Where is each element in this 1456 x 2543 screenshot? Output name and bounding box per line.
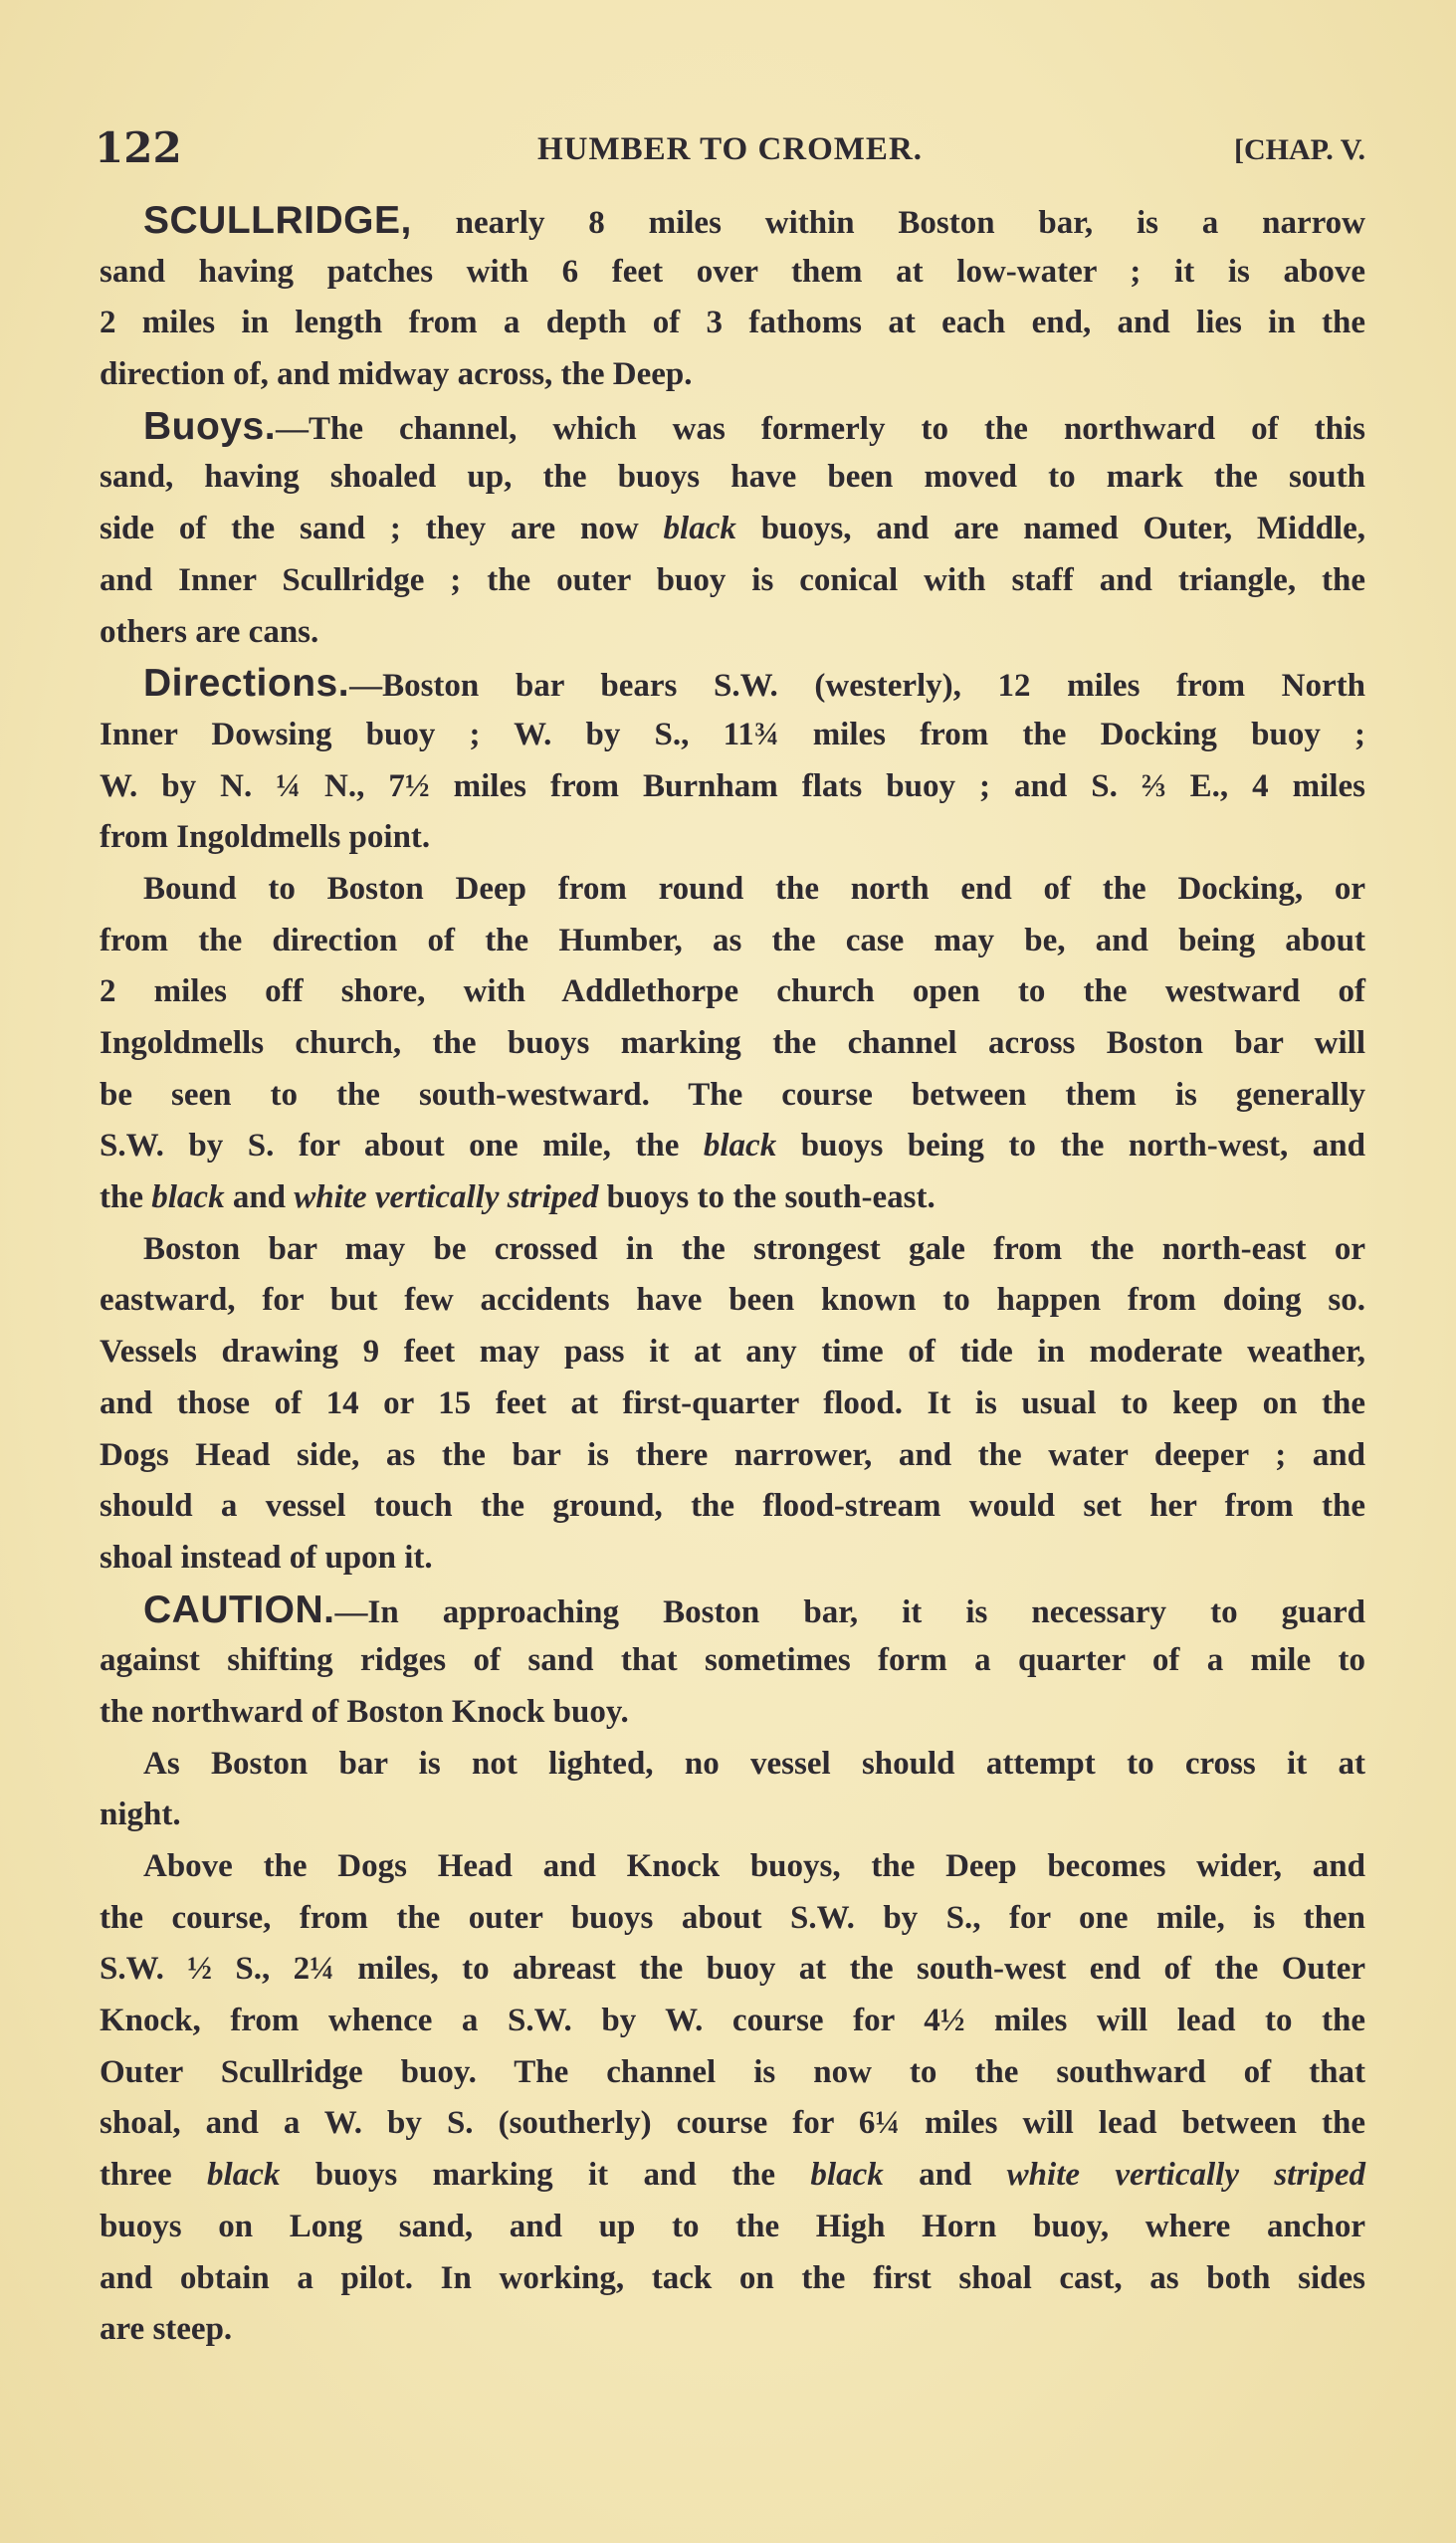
italic-text: white vertically striped [294, 1179, 599, 1216]
body-text: buoys on Long sand, and up to the High Horn buoy, where anchor [100, 2208, 1365, 2244]
italic-text: black [703, 1128, 777, 1165]
italic-text: white vertically striped [1006, 2157, 1365, 2194]
body-text: —Boston bar bears S.W. (westerly), 12 miles from North [349, 668, 1365, 705]
body-text: buoys marking it and the [280, 2157, 811, 2194]
italic-text: black [207, 2157, 281, 2194]
text-line [100, 1378, 1365, 1430]
text-line [100, 658, 1365, 710]
text-line [100, 2202, 1365, 2253]
text-line [100, 761, 1365, 813]
text-line [100, 1585, 1365, 1636]
body-text: S.W. ½ S., 2¼ miles, to abreast the buoy at the south-west end of the Outer [100, 1951, 1365, 1988]
body-text: Ingoldmells church, the buoys marking the channel across Boston bar will [100, 1025, 1365, 1061]
text-line [100, 1224, 1365, 1276]
text-line [100, 1172, 1365, 1224]
body-text: night. [100, 1797, 181, 1833]
text-line [100, 1121, 1365, 1172]
chapter-label: [CHAP. V. [1234, 133, 1365, 166]
text-line [100, 607, 1365, 659]
body-text: nearly 8 miles within Boston bar, is a narrow [411, 205, 1365, 241]
section-heading: CAUTION. [143, 1588, 335, 1631]
body-text: —The channel, which was formerly to the northward of this [276, 410, 1365, 447]
body-text: Outer Scullridge buoy. The channel is now to the southward of that [100, 2053, 1365, 2090]
text-line [100, 1070, 1365, 1122]
text-line [100, 298, 1365, 349]
text-line [100, 452, 1365, 504]
text-line [100, 1275, 1365, 1327]
text-line [100, 2098, 1365, 2150]
body-text: As Boston bar is not lighted, no vessel should attempt to cross it at [143, 1745, 1365, 1782]
body-text: Bound to Boston Deep from round the north end of the Docking, or [143, 870, 1365, 907]
body-text: shoal instead of upon it. [100, 1539, 433, 1576]
body-text: —In approaching Boston bar, it is necessary to guard [334, 1593, 1365, 1630]
body-text: the [100, 1179, 152, 1216]
body-text: S.W. by S. for about one mile, the [100, 1128, 704, 1165]
body-text: be seen to the south-westward. The course between them is generally [100, 1076, 1365, 1113]
text-line [100, 1687, 1365, 1739]
text-line [100, 1430, 1365, 1482]
body-text: shoal, and a W. by S. (southerly) course for 6¼ miles will lead between the [100, 2105, 1365, 2142]
body-text: direction of, and midway across, the Deep. [100, 356, 693, 393]
body-text: Inner Dowsing buoy ; W. by S., 11¾ miles from the Docking buoy ; [100, 716, 1365, 752]
text-line [100, 1533, 1365, 1585]
body-text: and Inner Scullridge ; the outer buoy is conical with staff and triangle, the [100, 561, 1365, 598]
italic-text: black [810, 2157, 884, 2194]
text-line [100, 555, 1365, 607]
body-text: are steep. [100, 2311, 233, 2348]
body-text: eastward, for but few accidents have been known to happen from doing so. [100, 1282, 1365, 1319]
text-line [100, 1996, 1365, 2047]
section-heading: SCULLRIDGE, [143, 199, 412, 242]
body-text: from Ingoldmells point. [100, 819, 431, 856]
text-line [100, 1944, 1365, 1996]
text-line [100, 1790, 1365, 1841]
italic-text: black [151, 1179, 225, 1216]
body-text: buoys, and are named Outer, Middle, [735, 511, 1365, 547]
body-text: the northward of Boston Knock buoy. [100, 1693, 629, 1730]
text-line [100, 401, 1365, 453]
body-text: and [224, 1179, 295, 1216]
body-text: others are cans. [100, 613, 319, 650]
text-line [100, 966, 1365, 1018]
section-heading: Buoys. [143, 404, 277, 448]
body-text: from the direction of the Humber, as the case may be, and being about [100, 922, 1365, 958]
text-line [100, 1327, 1365, 1378]
text-line [100, 1841, 1365, 1893]
body-text: Boston bar may be crossed in the strongest gale from the north-east or [143, 1230, 1365, 1267]
body-text: Dogs Head side, as the bar is there narrower, and the water deeper ; and [100, 1436, 1365, 1473]
body-text: three [100, 2157, 208, 2194]
text-line [100, 1739, 1365, 1791]
body-text: side of the sand ; they are now [100, 511, 664, 547]
text-line [100, 195, 1365, 247]
text-line [100, 1893, 1365, 1945]
running-header [95, 123, 1365, 173]
text-line [100, 710, 1365, 761]
body-text: and [883, 2157, 1007, 2194]
text-line [100, 2047, 1365, 2099]
running-title: HUMBER TO CROMER. [536, 131, 924, 167]
body-text: Above the Dogs Head and Knock buoys, the Deep becomes wider, and [143, 1848, 1365, 1884]
body-text: buoys to the south-east. [598, 1179, 936, 1216]
body-text: Knock, from whence a S.W. by W. course for 4½ miles will lead to the [100, 2003, 1365, 2039]
body-text: should a vessel touch the ground, the flood-stream would set her from the [100, 1488, 1365, 1525]
body-text: the course, from the outer buoys about S.W. by S., for one mile, is then [100, 1899, 1365, 1936]
body-text: sand having patches with 6 feet over them at low-water ; it is above [100, 253, 1365, 290]
body-text: and those of 14 or 15 feet at first-quarter flood. It is usual to keep on the [100, 1384, 1365, 1421]
body-text: W. by N. ¼ N., 7½ miles from Burnham flats buoy ; and S. ⅔ E., 4 miles [100, 767, 1365, 804]
text-line [100, 2253, 1365, 2305]
body-text: sand, having shoaled up, the buoys have been moved to mark the south [100, 459, 1365, 496]
text-line [100, 2150, 1365, 2202]
page-number: 122 [95, 123, 182, 172]
body-text: and obtain a pilot. In working, tack on the first shoal cast, as both sides [100, 2259, 1365, 2296]
section-heading: Directions. [143, 662, 350, 706]
text-line [100, 504, 1365, 555]
body-text: 2 miles in length from a depth of 3 fathoms at each end, and lies in the [100, 305, 1365, 341]
text-line [100, 812, 1365, 864]
body-text: 2 miles off shore, with Addlethorpe church open to the westward of [100, 973, 1365, 1010]
text-line [100, 916, 1365, 967]
text-line [100, 1018, 1365, 1070]
text-line [100, 1481, 1365, 1533]
body-text: against shifting ridges of sand that sometimes form a quarter of a mile to [100, 1642, 1365, 1679]
text-line [100, 1635, 1365, 1687]
page-body-text [100, 195, 1365, 2356]
text-line [100, 349, 1365, 401]
body-text: buoys being to the north-west, and [776, 1128, 1365, 1165]
text-line [100, 864, 1365, 916]
italic-text: black [663, 511, 736, 547]
body-text: Vessels drawing 9 feet may pass it at any time of tide in moderate weather, [100, 1334, 1365, 1371]
text-line [100, 2304, 1365, 2356]
text-line [100, 247, 1365, 299]
